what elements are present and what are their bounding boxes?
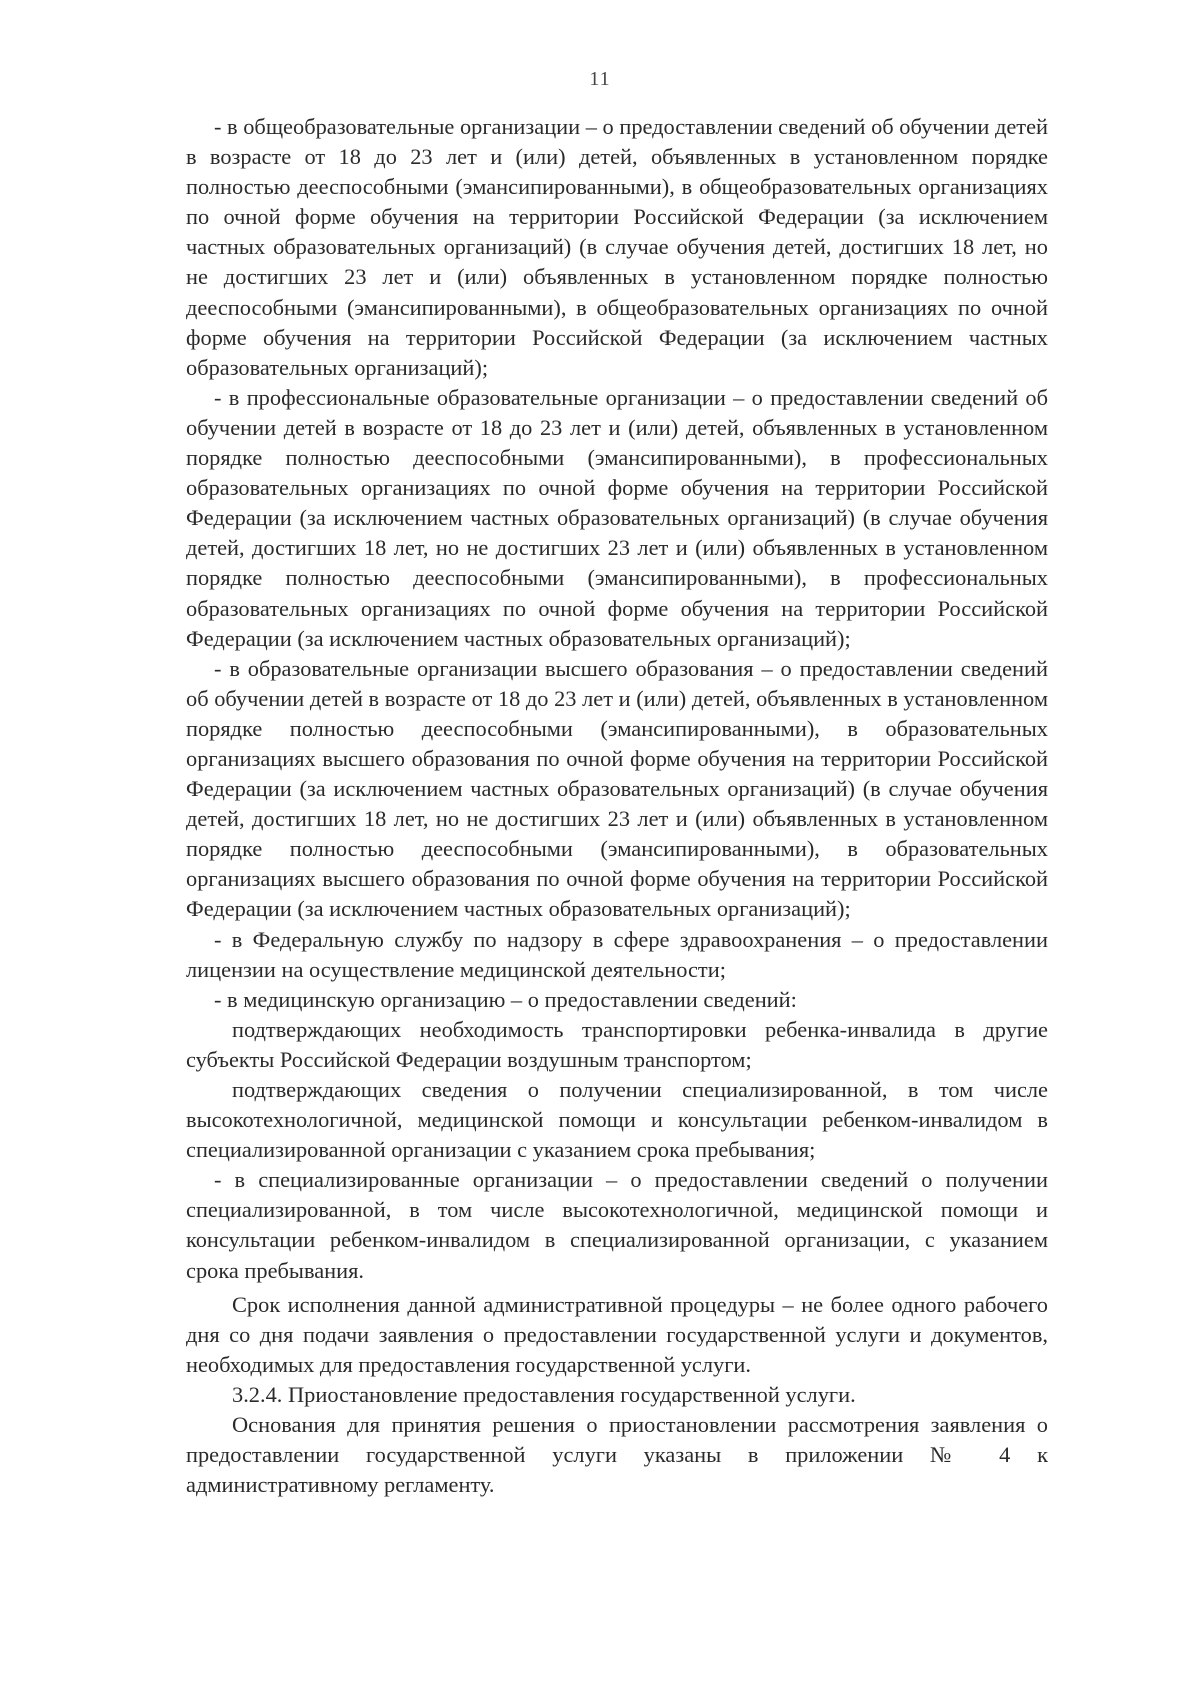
paragraph-specialized-care: подтверждающих сведения о получении специализированной, в том числе высокотехнологичной, медицинской помощи и консультации ребенком-инвалидом в специализированной организации с указанием срока пребывания; [186,1077,1048,1163]
paragraph-general-education: - в общеобразовательные организации – о предоставлении сведений об обучении детей в возрасте от 18 до 23 лет и (или) детей, объявленных в установленном порядке полностью дееспособными (эмансипированными), в общеобразовательных организациях по очной форме обучения на территории Российской Федерации (за исключением частных образовательных организаций) (в случае обучения детей, достигших 18 лет, но не достигших 23 лет и (или) объявленных в установленном порядке полностью дееспособными (эмансипированными), в общеобразовательных организациях по очной форме обучения на территории Российской Федерации (за исключением частных образовательных организаций); [186,114,1048,380]
paragraph-deadline: Срок исполнения данной административной процедуры – не более одного рабочего дня со дня подачи заявления о предоставлении государственной услуги и документов, необходимых для предоставления государственной услуги. [186,1291,1048,1377]
document-body [186,112,1048,1500]
paragraph-medical-organization: - в медицинскую организацию – о предоставлении сведений: [214,986,797,1012]
page-number: 11 [589,68,611,90]
paragraph-suspension-grounds: Основания для принятия решения о приостановлении рассмотрения заявления о предоставлении государственной услуги указаны в приложении № 4 к административному регламенту. [186,1412,1048,1498]
paragraph-health-supervision: - в Федеральную службу по надзору в сфере здравоохранения – о предоставлении лицензии на осуществление медицинской деятельности; [186,926,1048,982]
paragraph-air-transport: подтверждающих необходимость транспортировки ребенка-инвалида в другие субъекты Российской Федерации воздушным транспортом; [186,1016,1048,1072]
paragraph-higher-education: - в образовательные организации высшего образования – о предоставлении сведений об обучении детей в возрасте от 18 до 23 лет и (или) детей, объявленных в установленном порядке полностью дееспособными (эмансипированными), в образовательных организациях высшего образования по очной форме обучения на территории Российской Федерации (за исключением частных образовательных организаций) (в случае обучения детей, достигших 18 лет, но не достигших 23 лет и (или) объявленных в установленном порядке полностью дееспособными (эмансипированными), в образовательных организациях высшего образования по очной форме обучения на территории Российской Федерации (за исключением частных образовательных организаций); [186,655,1048,922]
paragraph-specialized-organizations: - в специализированные организации – о предоставлении сведений о получении специализированной, в том числе высокотехнологичной, медицинской помощи и консультации ребенком-инвалидом в специализированной организации, с указанием срока пребывания. [186,1167,1048,1283]
section-heading-3-2-4: 3.2.4. Приостановление предоставления государственной услуги. [232,1381,856,1407]
paragraph-professional-education: - в профессиональные образовательные организации – о предоставлении сведений об обучении детей в возрасте от 18 до 23 лет и (или) детей, объявленных в установленном порядке полностью дееспособными (эмансипированными), в профессиональных образовательных организациях по очной форме обучения на территории Российской Федерации (за исключением частных образовательных организаций) (в случае обучения детей, достигших 18 лет, но не достигших 23 лет и (или) объявленных в установленном порядке полностью дееспособными (эмансипированными), в профессиональных образовательных организациях по очной форме обучения на территории Российской Федерации (за исключением частных образовательных организаций); [186,384,1048,651]
